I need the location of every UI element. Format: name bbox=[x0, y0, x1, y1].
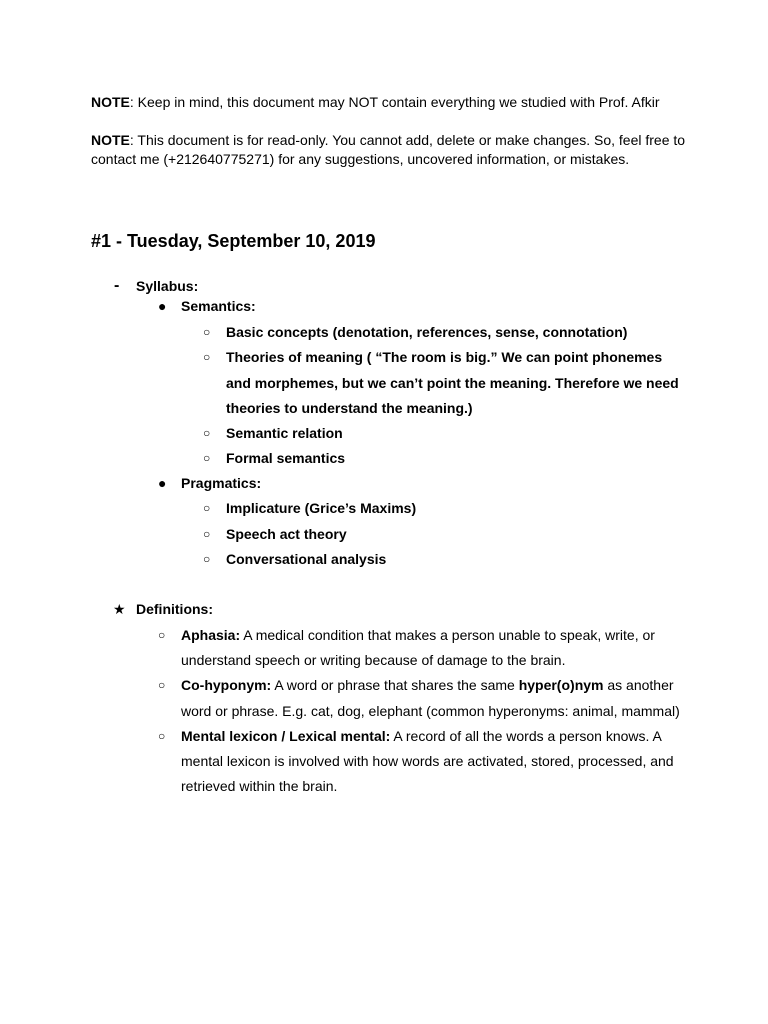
list-item: Basic concepts (denotation, references, sense, connotation) bbox=[226, 324, 628, 340]
definition-text: retrieved within the brain. bbox=[181, 778, 338, 794]
list-item: Formal semantics bbox=[226, 450, 346, 466]
circle-marker: ○ bbox=[203, 527, 211, 541]
definition-text: A word or phrase that shares the same bbox=[271, 677, 519, 693]
definition-text: word or phrase. E.g. cat, dog, elephant (common hyperonyms: animal, mammal) bbox=[181, 703, 680, 719]
definition-text: A medical condition that makes a person unable to speak, write, or bbox=[240, 627, 655, 643]
note-label: NOTE bbox=[91, 132, 130, 148]
list-item: Semantic relation bbox=[226, 425, 343, 441]
circle-marker: ○ bbox=[203, 426, 211, 440]
dash-marker: - bbox=[114, 277, 120, 294]
definition-aphasia bbox=[181, 626, 655, 644]
definition-lexicon bbox=[181, 727, 662, 745]
star-marker: ★ bbox=[113, 601, 126, 617]
syllabus-label: Syllabus: bbox=[136, 278, 199, 294]
definition-text: mental lexicon is involved with how words are activated, stored, processed, and bbox=[181, 753, 674, 769]
circle-marker: ○ bbox=[203, 552, 211, 566]
definitions-label: Definitions: bbox=[136, 601, 213, 617]
list-item: Conversational analysis bbox=[226, 551, 387, 567]
list-item-continuation: and morphemes, but we can’t point the meaning. Therefore we need bbox=[226, 375, 679, 391]
circle-marker: ○ bbox=[203, 350, 211, 364]
definition-term: Mental lexicon / Lexical mental: bbox=[181, 728, 391, 744]
list-item-continuation: theories to understand the meaning.) bbox=[226, 400, 473, 416]
list-item: Theories of meaning ( “The room is big.” We can point phonemes bbox=[226, 349, 663, 365]
definition-emphasis: hyper(o)nym bbox=[518, 677, 604, 693]
circle-marker: ○ bbox=[158, 729, 166, 743]
definition-term: Co-hyponym: bbox=[181, 677, 272, 693]
note-2 bbox=[91, 131, 691, 169]
circle-marker: ○ bbox=[158, 628, 166, 642]
definition-text: understand speech or writing because of damage to the brain. bbox=[181, 652, 566, 668]
bullet-marker: ● bbox=[158, 298, 167, 314]
pragmatics-label: Pragmatics: bbox=[181, 475, 262, 491]
list-item: Speech act theory bbox=[226, 526, 347, 542]
note-1 bbox=[91, 93, 691, 112]
note-label: NOTE bbox=[91, 94, 130, 110]
circle-marker: ○ bbox=[203, 325, 211, 339]
bullet-marker: ● bbox=[158, 475, 167, 491]
note-text: : This document is for read-only. You cannot add, delete or make changes. So, feel free to contact me (+212640775271) for any suggestions, uncovered information, or mistakes. bbox=[91, 132, 686, 167]
definition-text: A record of all the words a person knows. A bbox=[390, 728, 662, 744]
circle-marker: ○ bbox=[203, 501, 211, 515]
semantics-label: Semantics: bbox=[181, 298, 256, 314]
definition-term: Aphasia: bbox=[181, 627, 241, 643]
section-heading: #1 - Tuesday, September 10, 2019 bbox=[91, 231, 376, 251]
list-item: Implicature (Grice’s Maxims) bbox=[226, 500, 417, 516]
definition-cohyponym bbox=[181, 676, 674, 694]
circle-marker: ○ bbox=[158, 678, 166, 692]
definition-text: as another bbox=[603, 677, 674, 693]
circle-marker: ○ bbox=[203, 451, 211, 465]
note-text: : Keep in mind, this document may NOT contain everything we studied with Prof. Afkir bbox=[129, 94, 660, 110]
